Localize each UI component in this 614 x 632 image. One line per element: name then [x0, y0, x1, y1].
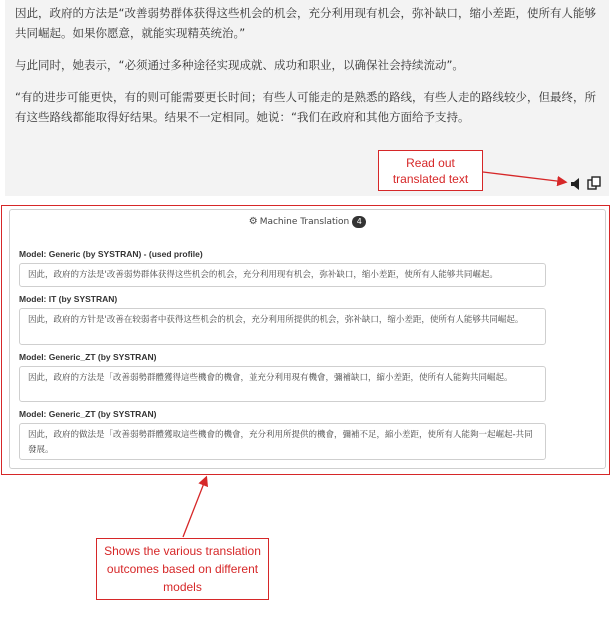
gear-icon: ⚙ [248, 216, 258, 227]
translation-count-badge: 4 [352, 216, 366, 228]
model-label: Model: Generic (by SYSTRAN) - (used profile) [19, 249, 203, 259]
translation-result[interactable]: 因此，政府的方针是'改善在较弱者中获得这些机会的机会，充分利用所提供的机会，弥补缺口，缩小差距，使所有人能够共同崛起。 [19, 308, 546, 345]
speaker-icon[interactable] [571, 178, 581, 190]
translation-result[interactable]: 因此，政府的方法是'改善弱势群体获得这些机会的机会，充分利用现有机会，弥补缺口，缩小差距，使所有人能够共同崛起。 [19, 263, 546, 287]
machine-translation-header[interactable] [10, 215, 605, 229]
model-label: Model: Generic_ZT (by SYSTRAN) [19, 409, 157, 419]
translation-result[interactable]: 因此，政府的方法是「改善弱勢群體獲得這些機會的機會，並充分利用現有機會，彌補缺口，縮小差距，使所有人能夠共同崛起。 [19, 366, 546, 402]
translation-result[interactable]: 因此，政府的做法是「改善弱勢群體獲取這些機會的機會，充分利用所提供的機會，彌補不足，縮小差距，使所有人能夠一起崛起-共同發展。 [19, 423, 546, 460]
source-paragraph: “有的进步可能更快，有的则可能需要更长时间；有些人可能走的是熟悉的路线，有些人走的路线较少，但最终，所有这些路线都能取得好结果。结果不一定相同。她说：“我们在政府和其他方面给予支持。 [15, 90, 596, 124]
machine-translation-panel [9, 209, 606, 469]
models-callout: Shows the various translation outcomes based on different models [96, 538, 269, 600]
copy-icon[interactable] [587, 176, 601, 190]
read-out-callout: Read out translated text [378, 150, 483, 191]
model-label: Model: Generic_ZT (by SYSTRAN) [19, 352, 157, 362]
source-text-panel [5, 0, 609, 196]
models-arrow [183, 478, 206, 537]
source-paragraph: 与此同时，她表示，“必须通过多种途径实现成就、成功和职业，以确保社会持续流动”。 [15, 58, 464, 72]
machine-translation-title: Machine Translation [259, 217, 350, 227]
source-paragraph: 因此，政府的方法是“改善弱势群体获得这些机会的机会，充分利用现有机会，弥补缺口，缩小差距，使所有人能够共同崛起。如果你愿意，就能实现精英统治。” [15, 6, 596, 40]
model-label: Model: IT (by SYSTRAN) [19, 294, 118, 304]
